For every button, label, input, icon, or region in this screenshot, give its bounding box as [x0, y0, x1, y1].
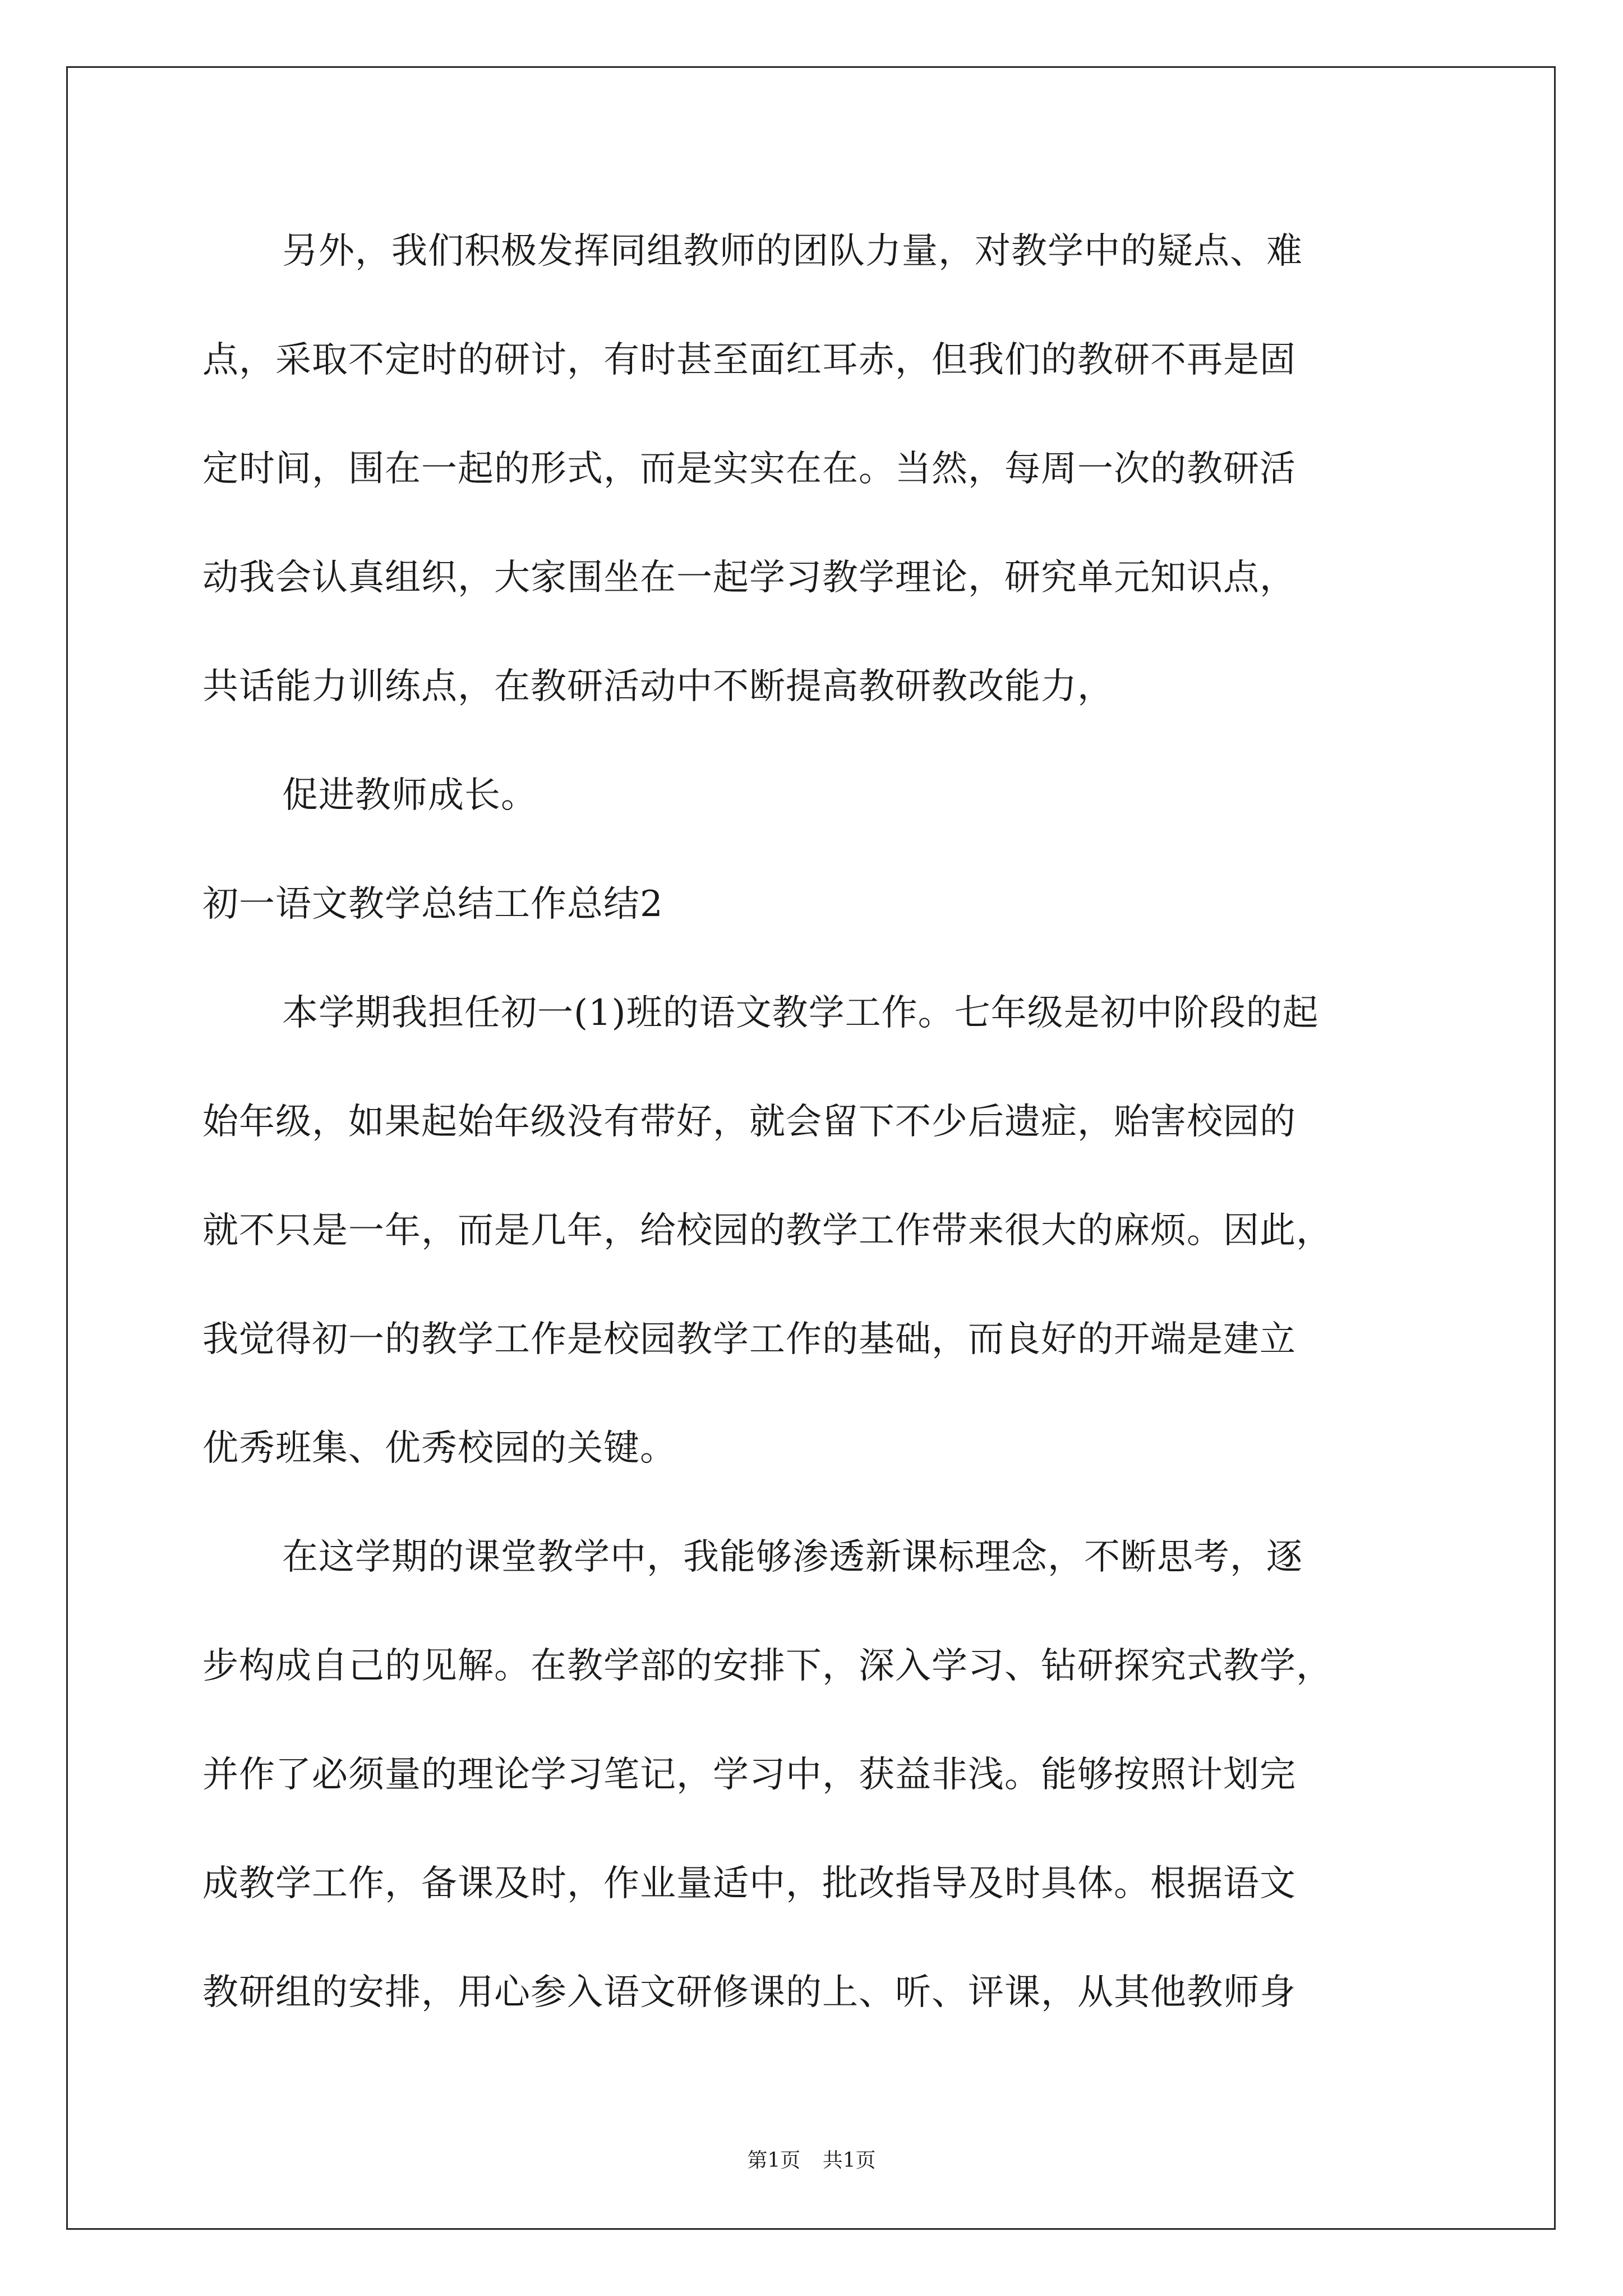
paragraph-line: 就不只是一年，而是几年，给校园的教学工作带来很大的麻烦。因此， — [202, 1210, 1332, 1251]
paragraph-line: 点，采取不定时的研讨，有时甚至面红耳赤，但我们的教研不再是固 — [202, 339, 1296, 381]
paragraph-line: 本学期我担任初一(1)班的语文教学工作。七年级是初中阶段的起 — [282, 992, 1319, 1034]
paragraph-line: 定时间，围在一起的形式，而是实实在在。当然，每周一次的教研活 — [202, 448, 1296, 490]
paragraph-line: 共话能力训练点，在教研活动中不断提高教研教改能力， — [202, 666, 1114, 707]
paragraph-line: 动我会认真组织，大家围坐在一起学习教学理论，研究单元知识点， — [202, 557, 1296, 599]
paragraph-line: 步构成自己的见解。在教学部的安排下，深入学习、钻研探究式教学， — [202, 1645, 1332, 1687]
paragraph-line: 促进教师成长。 — [282, 775, 537, 816]
paragraph-line: 并作了必须量的理论学习笔记，学习中，获益非浅。能够按照计划完 — [202, 1754, 1296, 1796]
paragraph-line: 始年级，如果起始年级没有带好，就会留下不少后遗症，贻害校园的 — [202, 1101, 1296, 1143]
paragraph-line: 在这学期的课堂教学中，我能够渗透新课标理念，不断思考，逐 — [282, 1536, 1303, 1578]
section-heading: 初一语文教学总结工作总结2 — [202, 884, 663, 925]
page-total: 共1页 — [822, 2149, 876, 2172]
page-number: 第1页 — [747, 2149, 801, 2172]
paragraph-line: 成教学工作，备课及时，作业量适中，批改指导及时具体。根据语文 — [202, 1863, 1296, 1904]
paragraph-line: 优秀班集、优秀校园的关键。 — [202, 1428, 676, 1469]
paragraph-line: 我觉得初一的教学工作是校园教学工作的基础，而良好的开端是建立 — [202, 1319, 1296, 1360]
paragraph-line: 另外，我们积极发挥同组教师的团队力量，对教学中的疑点、难 — [282, 231, 1303, 272]
page-footer — [0, 2147, 1623, 2174]
paragraph-line: 教研组的安排，用心参入语文研修课的上、听、评课，从其他教师身 — [202, 1972, 1296, 2013]
